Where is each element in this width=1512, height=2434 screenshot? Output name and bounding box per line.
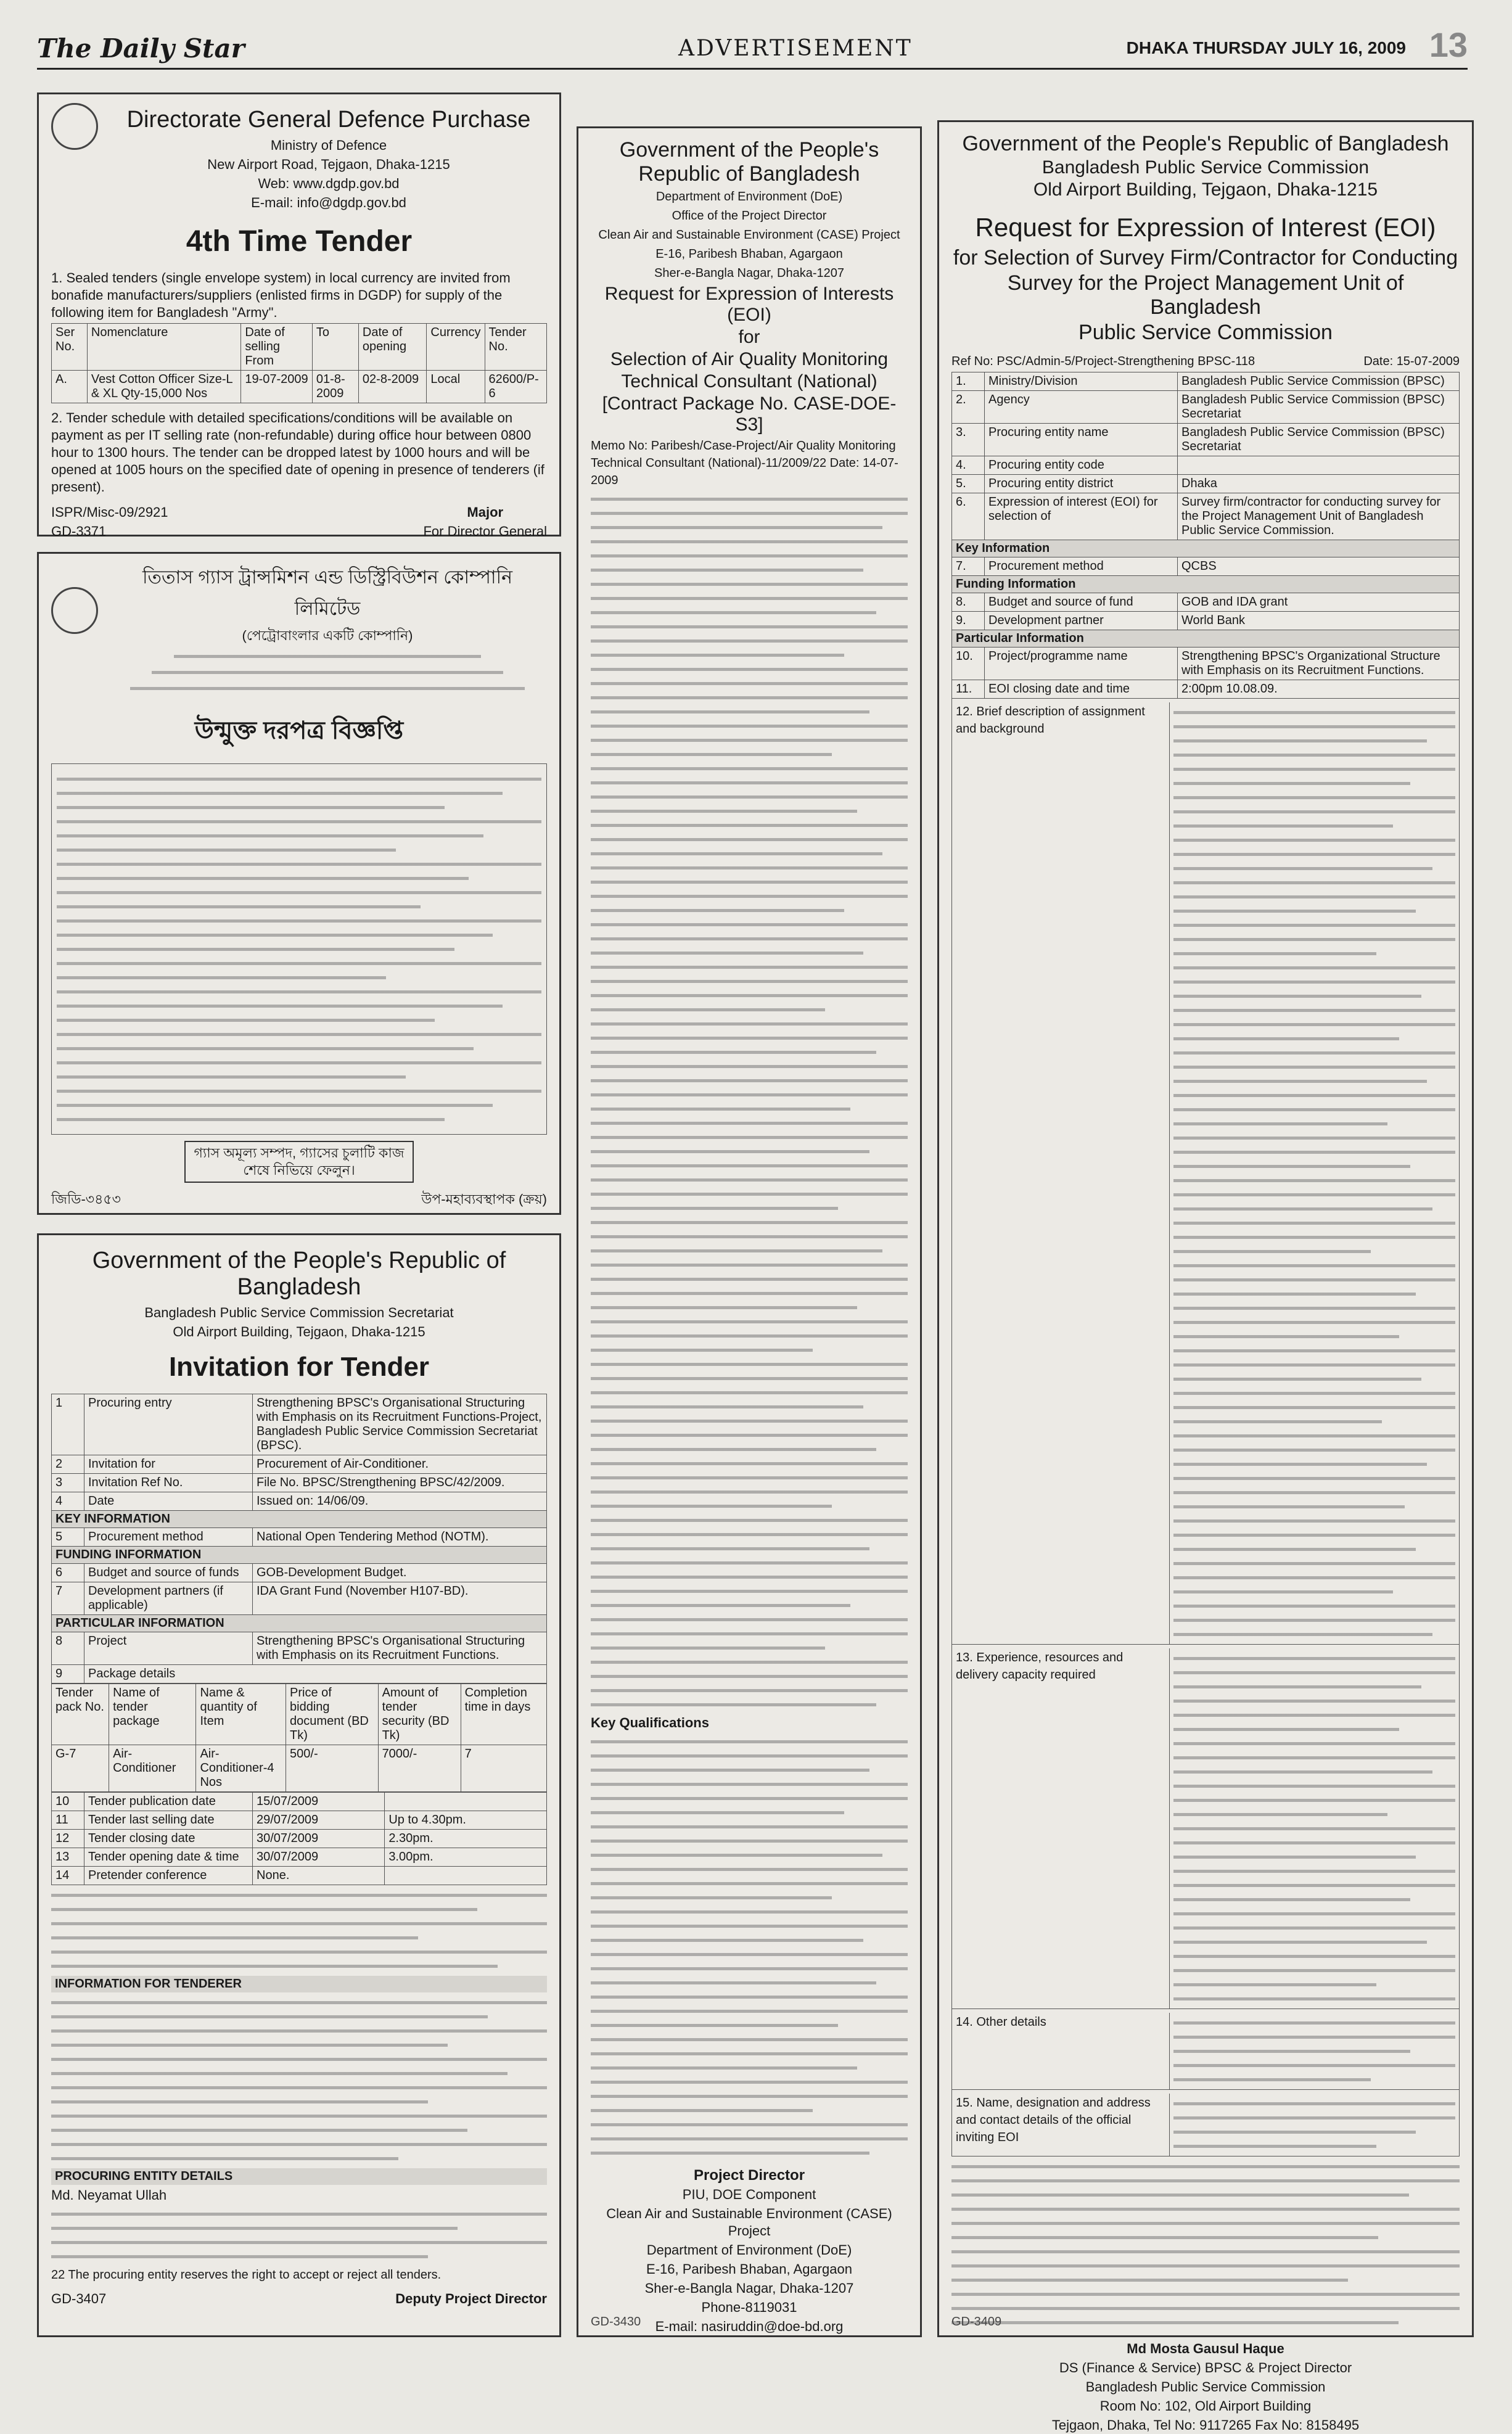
titas-heading: উন্মুক্ত দরপত্র বিজ্ঞপ্তি: [194, 717, 404, 744]
bpsc-official-name: Md. Neyamat Ullah: [51, 2187, 167, 2203]
titas-title: তিতাস গ্যাস ট্রান্সমিশন এন্ড ডিস্ট্রিবিউশন কোম্পানি লিমিটেড: [142, 567, 513, 619]
dgdp-heading: 4th Time Tender: [186, 225, 413, 258]
bpsc-tender-code: GD-3407: [51, 2291, 107, 2306]
doe-code: GD-3430: [591, 2315, 641, 2329]
bpsc-eoi-sign-name: Md Mosta Gausul Haque: [1127, 2341, 1284, 2356]
bpsc-eoi-sign-addr: Tejgaon, Dhaka, Tel No: 9117265 Fax No: 8158495: [1051, 2417, 1360, 2433]
doe-dept: Department of Environment (DoE): [655, 190, 843, 204]
dateline: DHAKA THURSDAY JULY 16, 2009: [1126, 38, 1406, 57]
bpsc-eoi-sign-org: Bangladesh Public Service Commission: [1085, 2379, 1326, 2395]
dgdp-email-link[interactable]: E-mail: info@dgdp.gov.bd: [251, 195, 406, 210]
page-number: 13: [1429, 25, 1468, 64]
doe-heading4: Technical Consultant (National): [621, 371, 877, 392]
doe-sign-dept: Department of Environment (DoE): [646, 2242, 852, 2258]
bpsc-tender-addr: Old Airport Building, Tejgaon, Dhaka-1215: [173, 1324, 425, 1339]
doe-memo: Memo No: Paribesh/Case-Project/Air Quality Monitoring Technical Consultant (National)-11/2009/22 Date: 14-07-2009: [591, 439, 898, 487]
titas-ad: [37, 552, 561, 1215]
bpsc-eoi-table: 1. Ministry/Division Bangladesh Public Service Commission (BPSC) 2. Agency Bangladesh Public Service Commission (BPSC) Secretariat 3. Procuring entity name Bangladesh Public Service Commission (BPSC) Secretariat 4. Procuring entity code 5. Procuring entity district Dhaka 6. Expression of interest (EOI) for selection of Survey firm/contractor for conducting survey for the Project Management Unit of Bangladesh Public Service Commission. Key Information 7. Procurement method QCBS Funding Information 8. Budget and source of fund GOB and IDA grant 9. Development partner World Bank Particular Information 10. Project/programme name Strengthening BPSC's Organizational Structure with Emphasis on its Recruitment Functions. 11. EOI closing date and time 2:00pm 10.08.09.: [951, 372, 1460, 699]
bpsc-tender-org: Bangladesh Public Service Commission Secretariat: [144, 1305, 454, 1320]
bpsc-tender-sign: Deputy Project Director: [395, 2291, 547, 2306]
titas-code: জিডি-৩৪৫৩: [51, 1191, 121, 1207]
newspaper-logo: The Daily Star: [37, 33, 245, 64]
doe-sign-addr: E-16, Paribesh Bhaban, Agargaon: [646, 2261, 852, 2277]
doe-project: Clean Air and Sustainable Environment (CASE) Project: [598, 228, 900, 242]
bpsc-eoi-date: Date: 15-07-2009: [1363, 355, 1460, 368]
doe-phone: Phone-8119031: [701, 2300, 797, 2315]
dgdp-para2: 2. Tender schedule with detailed specifications/conditions will be available on payment as per IT selling rate (non-refundable) during office hour between 0800 hour to 1300 hours. The tender can be dropped latest by 1000 hours and will be opened at 1005 hours on the specified date of opening in presence of tenderers (if present).: [51, 410, 544, 495]
doe-addr2: Sher-e-Bangla Nagar, Dhaka-1207: [654, 266, 844, 280]
doe-heading5: [Contract Package No. CASE-DOE-S3]: [602, 393, 897, 435]
dgdp-para1: 1. Sealed tenders (single envelope system) in local currency are invited from bonafide manufacturers/suppliers (enlisted firms in DGDP) for supply of the following item for Bangladesh "Army".: [51, 270, 511, 320]
masthead: [37, 25, 1468, 70]
doe-heading1: Request for Expression of Interests (EOI): [604, 284, 894, 325]
bpsc-eoi-ref: Ref No: PSC/Admin-5/Project-Strengthening BPSC-118: [951, 355, 1255, 368]
dgdp-sign-title: For Director General: [423, 524, 547, 539]
titas-logo-icon: [51, 587, 98, 634]
doe-gov: Government of the People's Republic of Bangladesh: [619, 138, 879, 186]
doe-body: [591, 495, 908, 1709]
titas-sub: (পেট্রোবাংলার একটি কোম্পানি): [242, 628, 413, 643]
titas-note: গ্যাস অমূল্য সম্পদ, গ্যাসের চুলাটি কাজ শেষে নিভিয়ে ফেলুন।: [184, 1141, 414, 1183]
dgdp-code: GD-3371: [51, 524, 107, 539]
bpsc-eoi-other-label: 14. Other details: [956, 2015, 1046, 2029]
doe-email-link[interactable]: E-mail: nasiruddin@doe-bd.org: [655, 2319, 844, 2334]
titas-table: [51, 763, 547, 1135]
doe-sign-addr2: Sher-e-Bangla Nagar, Dhaka-1207: [644, 2280, 854, 2296]
bpsc-dates-table: 10 Tender publication date 15/07/2009 11 Tender last selling date 29/07/2009 Up to 4.30pm. 12 Tender closing date 30/07/2009 2.30pm. 13 Tender opening date & time 30/07/2009 3.00pm. 14 Pretender conference None.: [51, 1792, 547, 1885]
bpsc-eoi-exp-label: 13. Experience, resources and delivery capacity required: [956, 1651, 1124, 1682]
doe-heading3: Selection of Air Quality Monitoring: [610, 349, 889, 369]
dgdp-ministry: Ministry of Defence: [270, 138, 387, 153]
bpsc-eoi-ad: [937, 120, 1474, 2433]
bpsc-tender-ad: [37, 1233, 561, 2337]
doe-sign-org: PIU, DOE Component: [682, 2187, 816, 2202]
dgdp-web-link[interactable]: Web: www.dgdp.gov.bd: [258, 176, 400, 191]
doe-key-qualifications: Key Qualifications: [591, 1715, 709, 1730]
dgdp-title: Directorate General Defence Purchase: [126, 107, 531, 133]
doe-addr1: E-16, Paribesh Bhaban, Agargaon: [655, 247, 843, 261]
bpsc-eoi-heading4: Public Service Commission: [1079, 321, 1333, 344]
bpsc-tender-heading: Invitation for Tender: [168, 1352, 430, 1382]
bpsc-info-heading: INFORMATION FOR TENDERER: [51, 1976, 547, 1992]
dgdp-sign-rank: Major: [467, 504, 504, 520]
bpsc-tender-body: [51, 1891, 547, 1970]
doe-eoi-ad: [577, 126, 922, 2337]
bpsc-eoi-gov: Government of the People's Republic of Bangladesh: [962, 132, 1449, 155]
bpsc-eoi-heading3: Survey for the Project Management Unit of Bangladesh: [1007, 271, 1404, 319]
bpsc-eoi-sign-title: DS (Finance & Service) BPSC & Project Director: [1059, 2360, 1352, 2375]
bpsc-tender-table: 1 Procuring entry Strengthening BPSC's Organisational Structuring with Emphasis on its Recruitment Functions-Project, Bangladesh Public Service Commission Secretariat (BPSC). 2 Invitation for Procurement of Air-Conditioner. 3 Invitation Ref No. File No. BPSC/Strengthening BPSC/42/2009. 4 Date Issued on: 14/06/09. KEY INFORMATION 5 Procurement method National Open Tendering Method (NOTM). FUNDING INFORMATION 6 Budget and source of funds GOB-Development Budget. 7 Development partners (if applicable) IDA Grant Fund (November H107-BD). PARTICULAR INFORMATION 8 Project Strengthening BPSC's Organisational Structuring with Emphasis on its Recruitment Functions. 9 Package details: [51, 1394, 547, 1684]
dgdp-ref: ISPR/Misc-09/2921: [51, 504, 168, 520]
bpsc-proc-heading: PROCURING ENTITY DETAILS: [51, 2168, 547, 2185]
bpsc-eoi-code: GD-3409: [951, 2315, 1002, 2329]
doe-office: Office of the Project Director: [672, 209, 827, 223]
bpsc-last-line: 22 The procuring entity reserves the right to accept or reject all tenders.: [51, 2268, 442, 2282]
section-title: ADVERTISEMENT: [678, 36, 913, 61]
bpsc-eoi-brief-label: 12. Brief description of assignment and background: [956, 705, 1145, 736]
doe-sign-title: Project Director: [693, 2167, 805, 2184]
bpsc-tender-gov: Government of the People's Republic of Bangladesh: [92, 1248, 506, 1300]
bpsc-eoi-addr: Old Airport Building, Tejgaon, Dhaka-1215: [1033, 179, 1378, 200]
dgdp-table: Ser No. Nomenclature Date of selling From To Date of opening Currency Tender No. A. Vest Cotton Officer Size-L & XL Qty-15,000 Nos 19-07-2009 01-8-2009 02-8-2009 Local 62600/P-6: [51, 323, 547, 403]
bpsc-eoi-heading1: Request for Expression of Interest (EOI): [975, 213, 1436, 242]
doe-sign-project: Clean Air and Sustainable Environment (CASE) Project: [606, 2206, 892, 2239]
bpsc-package-table: Tender pack No. Name of tender package Name & quantity of Item Price of bidding document (BD Tk) Amount of tender security (BD Tk) Completion time in days G-7 Air-Conditioner Air-Conditioner-4 Nos 500/- 7000/- 7: [51, 1684, 547, 1792]
titas-sign: উপ-মহাব্যবস্থাপক (ক্রয়): [421, 1191, 547, 1207]
bpsc-eoi-org: Bangladesh Public Service Commission: [1042, 157, 1370, 178]
bpsc-eoi-sign-room: Room No: 102, Old Airport Building: [1099, 2398, 1312, 2414]
dgdp-address: New Airport Road, Tejgaon, Dhaka-1215: [207, 157, 450, 172]
dgdp-seal-icon: [51, 103, 98, 150]
bpsc-eoi-contact-label: 15. Name, designation and address and contact details of the official inviting EOI: [956, 2096, 1151, 2144]
bpsc-eoi-heading2: for Selection of Survey Firm/Contractor for Conducting: [953, 246, 1458, 269]
doe-heading2: for: [738, 327, 760, 347]
dgdp-ad: [37, 93, 561, 537]
